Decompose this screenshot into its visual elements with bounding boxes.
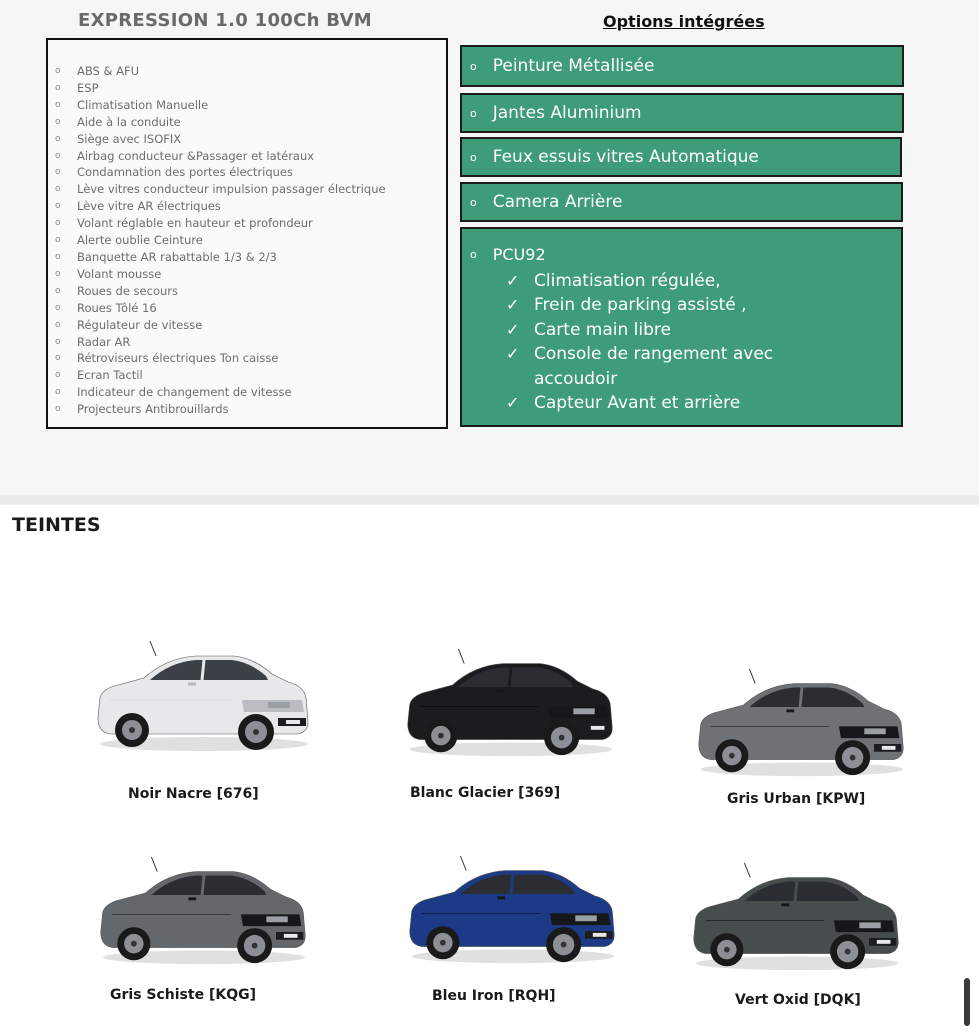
option-label: Camera Arrière [492,192,623,212]
check-icon: ✓ [506,271,520,290]
pcu-item-label: Frein de parking assisté , [534,295,747,316]
car-image-black [396,648,624,760]
color-label: Noir Nacre [676] [128,786,259,802]
car-image-blue-iron [398,855,626,967]
equipment-item: o ESP [55,80,386,97]
option-auto-lights-wipers [460,137,902,177]
equipment-item: o Rétroviseurs électriques Ton caisse [55,350,386,367]
pcu-list [506,269,834,415]
equipment-item: o Lève vitres conducteur impulsion passager électrique [55,181,386,198]
pcu-item [506,269,834,293]
bullet-icon: o [470,150,477,164]
equipment-item: o Condamnation des portes électriques [55,164,386,181]
equipment-item: o Alerte oublie Ceinture [55,232,386,249]
scrollbar[interactable] [964,978,970,1026]
check-icon: ✓ [506,393,520,413]
equipment-item: o Airbag conducteur &Passager et latéraux [55,148,386,165]
equipment-item: o Volant mousse [55,266,386,283]
equipment-item: o Roues de secours [55,283,386,300]
equipment-item: o Climatisation Manuelle [55,97,386,114]
equipment-item: o Régulateur de vitesse [55,317,386,334]
option-alloy-wheels [460,93,904,133]
option-label: Peinture Métallisée [492,56,655,76]
check-icon: ✓ [506,344,520,364]
pcu-title: PCU92 [492,245,546,264]
colors-title: TEINTES [12,514,101,536]
color-label: Vert Oxid [DQK] [735,992,861,1008]
option-metallic-paint [460,45,904,87]
color-label: Gris Urban [KPW] [727,791,866,807]
pcu-item [506,318,834,342]
car-image-white [92,640,314,755]
equipment-list [55,63,386,418]
equipment-item: o Siège avec ISOFIX [55,131,386,148]
pcu-item-label: Carte main libre [534,319,671,340]
equipment-item: o Aide à la conduite [55,114,386,131]
bullet-icon: o [470,195,477,209]
check-icon: ✓ [506,295,520,315]
bullet-icon: o [470,59,477,73]
equipment-item: o Radar AR [55,334,386,351]
equipment-item: o Ecran Tactil [55,367,386,384]
model-title: EXPRESSION 1.0 100Ch BVM [78,10,373,31]
pcu-item-label: Capteur Avant et arrière [534,393,741,414]
option-pcu92 [460,227,903,427]
car-image-green-oxid [682,862,910,974]
equipment-item: o Lève vitre AR électriques [55,198,386,215]
color-label: Bleu Iron [RQH] [432,988,556,1004]
pcu-item-label: Climatisation régulée, [534,271,721,291]
pcu-item [506,391,834,415]
options-title: Options intégrées [603,12,765,31]
equipment-item: o Volant réglable en hauteur et profondeur [55,215,386,232]
pcu-item [506,342,834,391]
car-image-grey-schist [92,856,314,968]
color-label: Gris Schiste [KQG] [110,987,256,1003]
pcu-item [506,293,834,317]
option-rear-camera [460,182,903,222]
option-label: Feux essuis vitres Automatique [492,147,759,167]
equipment-item: o ABS & AFU [55,63,386,80]
bullet-icon: o [470,106,477,120]
car-image-grey-urban [688,668,914,780]
equipment-item: o Projecteurs Antibrouillards [55,401,386,418]
option-label: Jantes Aluminium [492,103,642,123]
equipment-item: o Banquette AR rabattable 1/3 & 2/3 [55,249,386,266]
bullet-icon: o [470,248,477,261]
equipment-item: o Roues Tôlé 16 [55,300,386,317]
pcu-title-row [470,245,546,264]
pcu-item-label: Console de rangement avec accoudoir [534,344,774,389]
equipment-item: o Indicateur de changement de vitesse [55,384,386,401]
color-label: Blanc Glacier [369] [410,785,561,801]
check-icon: ✓ [506,319,520,339]
